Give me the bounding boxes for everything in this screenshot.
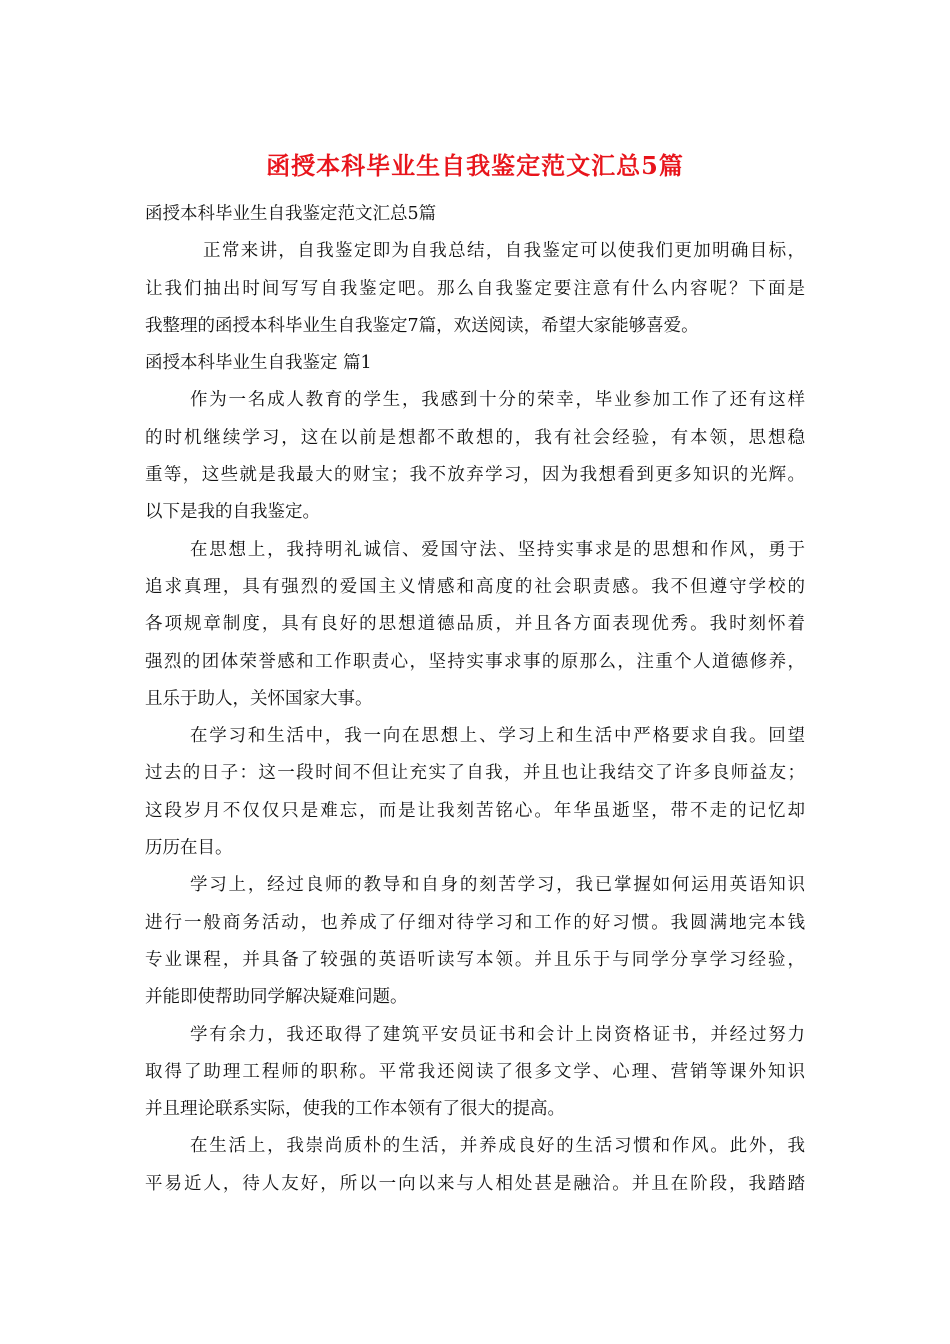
text-line: 让我们抽出时间写写自我鉴定吧。那么自我鉴定要注意有什么内容呢？下面是 [145,278,805,299]
text-line: 函授本科毕业生自我鉴定 篇1 [145,353,372,374]
text-line: 进行一般商务活动，也养成了仔细对待学习和工作的好习惯。我圆满地完本钱 [145,912,805,933]
text-line: 作为一名成人教育的学生，我感到十分的荣幸，毕业参加工作了还有这样 [190,390,805,411]
text-line: 取得了助理工程师的职称。平常我还阅读了很多文学、心理、营销等课外知识 [145,1061,805,1082]
text-line: 正常来讲，自我鉴定即为自我总结，自我鉴定可以使我们更加明确目标， [203,241,805,262]
document-body [145,196,805,1203]
text-line: 平易近人，待人友好，所以一向以来与人相处甚是融洽。并且在阶段，我踏踏 [145,1173,805,1194]
text-line: 且乐于助人，关怀国家大事。 [145,688,373,709]
text-line: 历历在目。 [145,838,233,859]
text-line: 函授本科毕业生自我鉴定范文汇总5篇 [145,204,437,224]
text-line: 强烈的团体荣誉感和工作职责心，坚持实事求事的原那么，注重个人道德修养， [145,651,805,672]
text-line: 在思想上，我持明礼诚信、爱国守法、坚持实事求是的思想和作风，勇于 [190,539,805,560]
text-line: 并且理论联系实际，使我的工作本领有了很大的提高。 [145,1099,565,1120]
text-line: 学有余力，我还取得了建筑平安员证书和会计上岗资格证书，并经过努力 [190,1024,805,1045]
text-line: 的时机继续学习，这在以前是想都不敢想的，我有社会经验，有本领，思想稳 [145,427,805,448]
text-line: 以下是我的自我鉴定。 [145,502,320,523]
text-line: 专业课程，并具备了较强的英语听读写本领。并且乐于与同学分享学习经验， [145,949,805,970]
text-line: 过去的日子：这一段时间不但让充实了自我，并且也让我结交了许多良师益友； [145,763,805,784]
text-line: 追求真理，具有强烈的爱国主义情感和高度的社会职责感。我不但遵守学校的 [145,576,805,597]
text-line: 重等，这些就是我最大的财宝；我不放弃学习，因为我想看到更多知识的光辉。 [145,465,805,486]
document-title: 函授本科毕业生自我鉴定范文汇总5篇 [266,151,684,180]
text-line: 我整理的函授本科毕业生自我鉴定7篇，欢送阅读，希望大家能够喜爱。 [145,315,699,336]
text-line: 并能即使帮助同学解决疑难问题。 [145,987,408,1008]
text-line: 学习上，经过良师的教导和自身的刻苦学习，我已掌握如何运用英语知识 [190,875,805,896]
text-line: 在学习和生活中，我一向在思想上、学习上和生活中严格要求自我。回望 [190,726,805,747]
text-line: 各项规章制度，具有良好的思想道德品质，并且各方面表现优秀。我时刻怀着 [145,614,805,635]
text-line: 在生活上，我崇尚质朴的生活，并养成良好的生活习惯和作风。此外，我 [190,1136,805,1157]
text-line: 这段岁月不仅仅只是难忘，而是让我刻苦铭心。年华虽逝坚，带不走的记忆却 [145,800,805,821]
